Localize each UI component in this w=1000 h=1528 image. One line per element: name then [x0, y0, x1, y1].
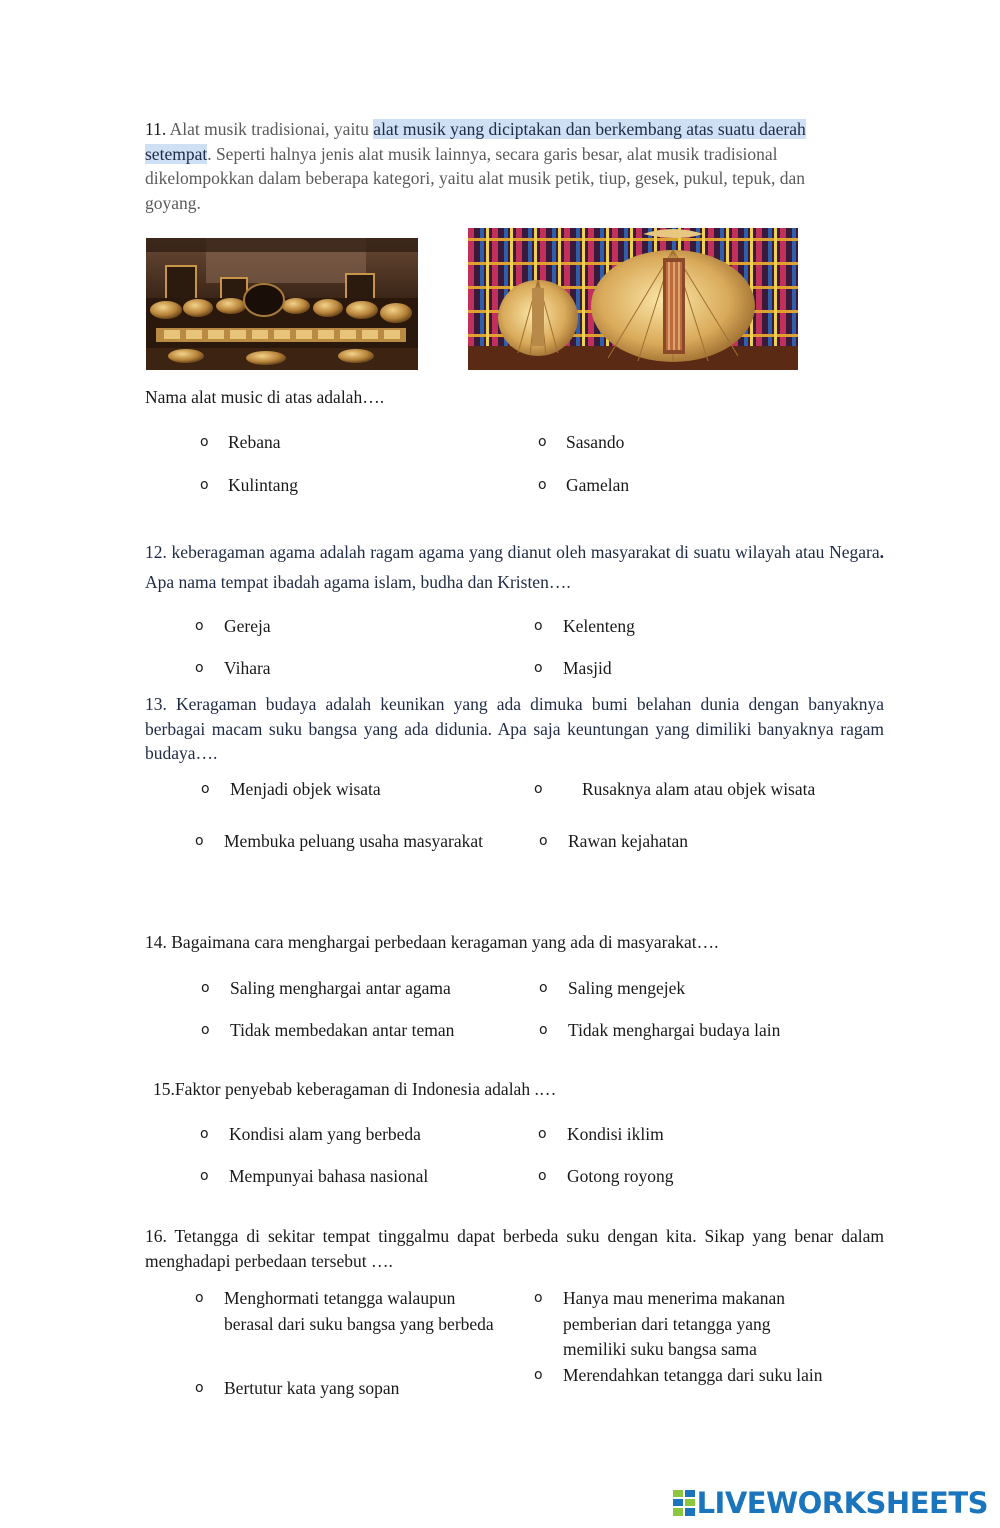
radio-bullet-icon: o — [200, 1168, 209, 1184]
q13-option-objek-wisata[interactable] — [201, 777, 501, 803]
q11-option-rebana[interactable] — [200, 430, 500, 456]
q15-option-bahasa-nasional[interactable] — [200, 1164, 520, 1190]
q15-option-kondisi-alam[interactable] — [200, 1122, 520, 1148]
radio-bullet-icon: o — [200, 477, 209, 493]
q12-option-kelenteng[interactable] — [534, 614, 834, 640]
q14-option-saling-menghargai[interactable] — [201, 976, 521, 1002]
option-label: Merendahkan tetangga dari suku lain — [563, 1365, 823, 1385]
q13-option-rusaknya-alam[interactable] — [534, 777, 824, 803]
option-label: Tidak membedakan antar teman — [230, 1020, 455, 1040]
option-label: Masjid — [563, 658, 612, 678]
option-label: Mempunyai bahasa nasional — [229, 1166, 429, 1186]
q13-option-rawan-kejahatan[interactable] — [539, 829, 839, 855]
radio-bullet-icon: o — [539, 980, 548, 996]
option-label: Bertutur kata yang sopan — [224, 1378, 400, 1398]
option-label: Kondisi iklim — [567, 1124, 664, 1144]
gamelan-image — [146, 238, 418, 370]
radio-bullet-icon: o — [201, 1022, 210, 1038]
radio-bullet-icon: o — [534, 1290, 543, 1306]
option-label: Saling mengejek — [568, 978, 686, 998]
question-11-highlight: alat musik yang diciptakan dan berkembang atas suatu daerah setempat — [145, 119, 806, 164]
q16-option-menghormati[interactable] — [195, 1286, 495, 1337]
radio-bullet-icon: o — [538, 1168, 547, 1184]
question-11-prompt: Nama alat music di atas adalah…. — [145, 387, 385, 407]
option-label: Vihara — [224, 658, 271, 678]
radio-bullet-icon: o — [201, 980, 210, 996]
liveworksheets-logo-icon — [673, 1490, 695, 1516]
radio-bullet-icon: o — [195, 1290, 204, 1306]
radio-bullet-icon: o — [538, 434, 547, 450]
question-14-text: 14. Bagaimana cara menghargai perbedaan keragaman yang ada di masyarakat…. — [145, 932, 719, 952]
option-label: Gereja — [224, 616, 271, 636]
radio-bullet-icon: o — [201, 781, 210, 797]
question-16-text: 16. Tetangga di sekitar tempat tinggalmu dapat berbeda suku dengan kita. Sikap yang benar dalam menghadapi perbedaan tersebut …. — [145, 1226, 884, 1271]
question-11-text-before: Alat musik tradisionai, yaitu — [166, 119, 374, 139]
radio-bullet-icon: o — [534, 660, 543, 676]
radio-bullet-icon: o — [200, 1126, 209, 1142]
q16-option-bertutur-kata[interactable] — [195, 1376, 495, 1402]
question-11-text-after: . Seperti halnya jenis alat musik lainnya, secara garis besar, alat musik tradisional dikelompokkan dalam beberapa kategori, yaitu alat musik petik, tiup, gesek, pukul, tepuk, dan goyang. — [145, 143, 805, 213]
question-12-text — [145, 537, 884, 597]
option-label: Rebana — [228, 432, 281, 452]
radio-bullet-icon: o — [200, 434, 209, 450]
option-label: Rusaknya alam atau objek wisata — [582, 779, 816, 799]
q11-option-gamelan[interactable] — [538, 473, 838, 499]
q15-option-gotong-royong[interactable] — [538, 1164, 858, 1190]
q14-option-tidak-menghargai[interactable] — [539, 1018, 859, 1044]
option-label: Menghormati tetangga walaupun berasal dari suku bangsa yang berbeda — [224, 1288, 494, 1334]
option-label: Hanya mau menerima makanan pemberian dari tetangga yang memiliki suku bangsa sama — [563, 1288, 786, 1359]
question-12-dot: . — [879, 542, 884, 562]
radio-bullet-icon: o — [539, 833, 548, 849]
radio-bullet-icon: o — [195, 833, 204, 849]
q16-option-merendahkan[interactable] — [534, 1363, 834, 1389]
option-label: Gotong royong — [567, 1166, 674, 1186]
question-15-text: 15.Faktor penyebab keberagaman di Indonesia adalah .… — [153, 1079, 557, 1099]
radio-bullet-icon: o — [534, 781, 543, 797]
question-12-question: Apa nama tempat ibadah agama islam, budha dan Kristen…. — [145, 572, 571, 592]
q16-option-hanya-mau[interactable] — [534, 1286, 834, 1363]
q12-option-masjid[interactable] — [534, 656, 834, 682]
radio-bullet-icon: o — [534, 1367, 543, 1383]
question-11-text — [145, 117, 845, 215]
q14-option-tidak-membedakan[interactable] — [201, 1018, 521, 1044]
radio-bullet-icon: o — [195, 618, 204, 634]
option-label: Saling menghargai antar agama — [230, 978, 451, 998]
radio-bullet-icon: o — [534, 618, 543, 634]
liveworksheets-logo — [673, 1486, 988, 1520]
question-12-statement: 12. keberagaman agama adalah ragam agama yang dianut oleh masyarakat di suatu wilayah atau Negara — [145, 542, 880, 562]
radio-bullet-icon: o — [195, 1380, 204, 1396]
q13-option-peluang-usaha[interactable] — [195, 829, 485, 855]
q12-option-vihara[interactable] — [195, 656, 495, 682]
option-label: Tidak menghargai budaya lain — [568, 1020, 781, 1040]
option-label: Gamelan — [566, 475, 630, 495]
sasando-image — [468, 228, 798, 370]
q12-option-gereja[interactable] — [195, 614, 495, 640]
q11-option-sasando[interactable] — [538, 430, 838, 456]
option-label: Membuka peluang usaha masyarakat — [224, 831, 484, 851]
question-11-number: 11. — [145, 119, 167, 139]
radio-bullet-icon: o — [195, 660, 204, 676]
q15-option-kondisi-iklim[interactable] — [538, 1122, 858, 1148]
option-label: Menjadi objek wisata — [230, 779, 381, 799]
option-label: Kelenteng — [563, 616, 635, 636]
liveworksheets-logo-text: LIVEWORKSHEETS — [696, 1486, 988, 1520]
option-label: Sasando — [566, 432, 625, 452]
q14-option-saling-mengejek[interactable] — [539, 976, 859, 1002]
question-13-text: 13. Keragaman budaya adalah keunikan yang ada dimuka bumi belahan dunia dengan banyaknya berbagai macam suku bangsa yang ada didunia. Apa saja keuntungan yang dimiliki banyaknya ragam budaya…. — [145, 694, 884, 763]
radio-bullet-icon: o — [538, 1126, 547, 1142]
radio-bullet-icon: o — [538, 477, 547, 493]
option-label: Kondisi alam yang berbeda — [229, 1124, 421, 1144]
q11-option-kulintang[interactable] — [200, 473, 500, 499]
option-label: Rawan kejahatan — [568, 831, 689, 851]
radio-bullet-icon: o — [539, 1022, 548, 1038]
option-label: Kulintang — [228, 475, 298, 495]
